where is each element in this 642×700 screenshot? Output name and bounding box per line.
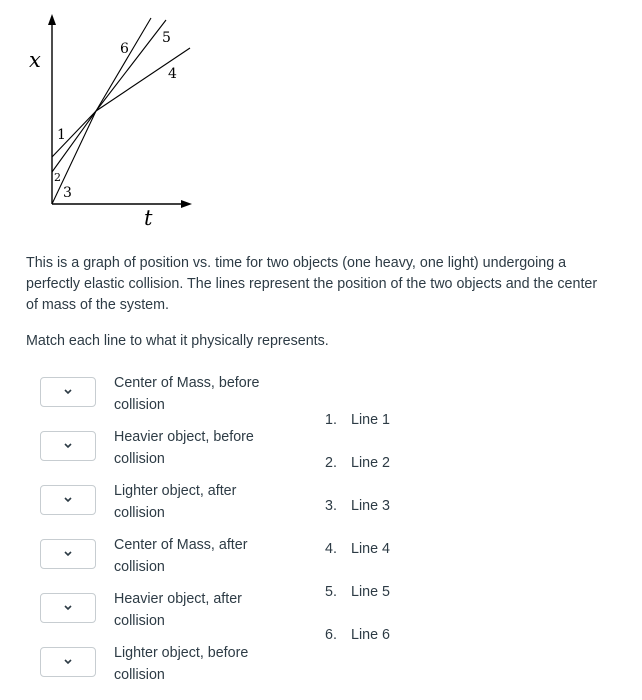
match-select-3[interactable] [40, 485, 96, 515]
graph-line-6 [96, 18, 151, 111]
match-select-1[interactable] [40, 377, 96, 407]
option-text: Line 2 [351, 455, 390, 471]
option-text: Line 4 [351, 541, 390, 557]
option-number: 5. [325, 584, 337, 600]
option-number: 3. [325, 498, 337, 514]
option-number: 2. [325, 455, 337, 471]
line-label-4: 4 [168, 66, 177, 82]
match-statement: Heavier object, before collision [114, 429, 254, 467]
x-axis-label: t [144, 206, 153, 230]
match-row [40, 481, 300, 525]
match-statement: Lighter object, before collision [114, 645, 249, 683]
chevron-down-icon [63, 388, 73, 396]
answer-option-6 [325, 625, 445, 646]
match-select-5[interactable] [40, 593, 96, 623]
option-number: 1. [325, 412, 337, 428]
line-label-2: 2 [54, 171, 61, 184]
match-statement: Lighter object, after collision [114, 483, 237, 521]
match-statement: Center of Mass, before collision [114, 375, 260, 413]
graph-line-3 [52, 111, 96, 204]
answer-option-2 [325, 453, 445, 474]
x-axis-arrow [181, 200, 192, 208]
question-description: This is a graph of position vs. time for two objects (one heavy, one light) undergoing a perfectly elastic collision. The lines represent the position of the two objects and the center of mass of the system. [26, 255, 598, 313]
chevron-down-icon [63, 496, 73, 504]
position-time-graph [0, 0, 220, 240]
chevron-down-icon [63, 604, 73, 612]
match-statement: Heavier object, after collision [114, 591, 242, 629]
option-text: Line 1 [351, 412, 390, 428]
option-text: Line 3 [351, 498, 390, 514]
match-row [40, 427, 300, 471]
chevron-down-icon [63, 442, 73, 450]
question-prompt: Match each line to what it physically represents. [26, 333, 329, 349]
option-number: 6. [325, 627, 337, 643]
match-row [40, 643, 300, 687]
answer-option-1 [325, 410, 445, 431]
line-label-1: 1 [57, 127, 66, 143]
option-number: 4. [325, 541, 337, 557]
match-select-4[interactable] [40, 539, 96, 569]
line-label-5: 5 [162, 30, 171, 46]
match-statement: Center of Mass, after collision [114, 537, 248, 575]
graph-line-5 [96, 20, 166, 111]
line-label-6: 6 [120, 41, 129, 57]
match-row [40, 589, 300, 633]
option-text: Line 6 [351, 627, 390, 643]
option-text: Line 5 [351, 584, 390, 600]
y-axis-arrow [48, 14, 56, 25]
line-label-3: 3 [63, 185, 72, 201]
match-row [40, 373, 300, 417]
answer-option-5 [325, 582, 445, 603]
chevron-down-icon [63, 550, 73, 558]
match-select-2[interactable] [40, 431, 96, 461]
match-select-6[interactable] [40, 647, 96, 677]
answer-option-4 [325, 539, 445, 560]
chevron-down-icon [63, 658, 73, 666]
y-axis-label: x [29, 48, 41, 72]
match-row [40, 535, 300, 579]
answer-option-3 [325, 496, 445, 517]
